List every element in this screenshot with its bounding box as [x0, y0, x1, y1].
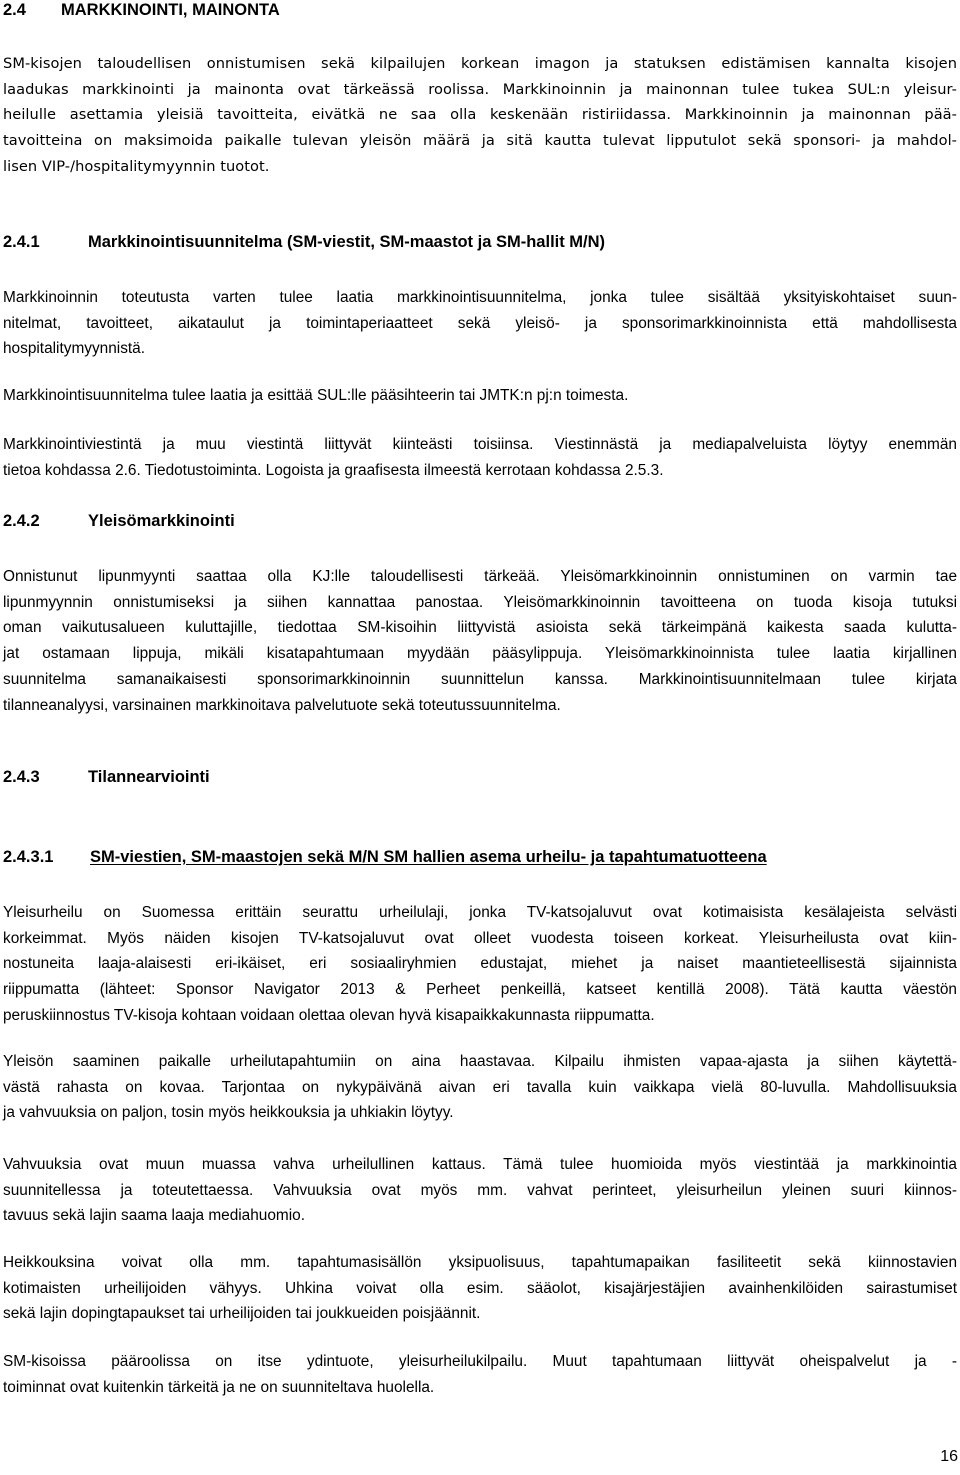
- section-heading-2-4-1: 2.4.1 Markkinointisuunnitelma (SM-viestit, SM-maastot ja SM-hallit M/N): [3, 233, 606, 251]
- paragraph-8: Vahvuuksia ovat muun muassa vahva urheilullinen kattaus. Tämä tulee huomioida myös viestintää ja markkinointia suunnitellessa ja toteutettaessa. Vahvuuksia ovat myös mm. vahvat perinteet, yleisurheilun yleinen suuri kiinnos- tavuus sekä lajin saama laaja mediahuomio.: [3, 1156, 957, 1225]
- paragraph-9: Heikkouksina voivat olla mm. tapahtumasisällön yksipuolisuus, tapahtumapaikan fasiliteetit sekä kiinnostavien kotimaisten urheilijoiden vähyys. Uhkina voivat olla esim. sääolot, kisajärjestäjien avainhenkilöiden sairastumiset sekä lajin dopingtapaukset tai urheilijoiden tai joukkueiden poisjäännit.: [3, 1254, 957, 1323]
- paragraph-2: Markkinoinnin toteutusta varten tulee laatia markkinointisuunnitelma, jonka tulee sisältää yksityiskohtaiset suun- nitelmat, tavoitteet, aikataulut ja toimintaperiaatteet sekä yleisö- ja sponsorimarkkinoinnista että mahdollisesta hospitalitymyynnistä.: [3, 289, 957, 358]
- paragraph-5: Onnistunut lipunmyynti saattaa olla KJ:lle taloudellisesti tärkeää. Yleisömarkkinoinnin onnistuminen on varmin tae lipunmyynnin onnistumiseksi ja siihen kannattaa panostaa. Yleisömarkkinoinnin tavoitteena on tuoda kisoja tutuksi oman vaikutusalueen kuluttajille, tiedottaa SM-kisoihin liittyvistä asioista sekä tärkeimpänä kaikesta saada kulutta- jat ostamaan lippuja, mikäli kisatapahtumaan myydään pääsylippuja. Yleisömarkkinoinnista tulee laatia kirjallinen suunnitelma samanaikaisesti sponsorimarkkinoinnin suunnittelun kanssa. Markkinointisuunnitelmaan tulee kirjata tilanneanalyysi, varsinainen markkinoitava palvelutuote sekä toteutussuunnitelma.: [3, 568, 957, 714]
- section-heading-2-4: 2.4 MARKKINOINTI, MAINONTA: [3, 1, 280, 19]
- section-heading-2-4-3: 2.4.3 Tilannearviointi: [3, 768, 210, 786]
- paragraph-1: SM-kisojen taloudellisen onnistumisen sekä kilpailujen korkean imagon ja statuksen edistämisen kannalta kisojen laadukas markkinointi ja mainonta ovat tärkeässä roolissa. Markkinoinnin ja mainonnan tulee tukea SUL:n yleisur- heilulle asettamia yleisiä tavoitteita, eivätkä ne saa olla keskenään ristiriidassa. Markkinoinnin ja mainonnan pää- tavoitteina on maksimoida paikalle tulevan yleisön määrä ja sitä kautta tulevat lipputulot sekä sponsori- ja mahdol- lisen VIP-/hospitalitymyynnin tuotot.: [3, 55, 957, 175]
- paragraph-3: Markkinointisuunnitelma tulee laatia ja esittää SUL:lle pääsihteerin tai JMTK:n pj:n toimesta.: [3, 387, 629, 404]
- section-heading-2-4-3-1: 2.4.3.1 SM-viestien, SM-maastojen sekä M/N SM hallien asema urheilu- ja tapahtumatuotteena: [3, 848, 767, 866]
- paragraph-10: SM-kisoissa pääroolissa on itse ydintuote, yleisurheilukilpailu. Muut tapahtumaan liittyvät oheispalvelut ja - toiminnat ovat kuitenkin tärkeitä ja ne on suunniteltava huolella.: [3, 1353, 957, 1396]
- paragraph-7: Yleisön saaminen paikalle urheilutapahtumiin on aina haastavaa. Kilpailu ihmisten vapaa-ajasta ja siihen käytettä- västä rahasta on kovaa. Tarjontaa on nykypäivänä aivan eri tavalla kuin vaikkapa vielä 80-luvulla. Mahdollisuuksia ja vahvuuksia on paljon, tosin myös heikkouksia ja uhkiakin löytyy.: [3, 1053, 957, 1122]
- section-heading-2-4-2: 2.4.2 Yleisömarkkinointi: [3, 512, 235, 530]
- paragraph-6: Yleisurheilu on Suomessa erittäin seurattu urheilulaji, jonka TV-katsojaluvut ovat kotimaisista kesälajeista selvästi korkeimmat. Myös näiden kisojen TV-katsojaluvut ovat olleet vuodesta toiseen korkeat. Yleisurheilusta ovat kiin- nostuneita laaja-alaisesti eri-ikäiset, eri sosiaaliryhmien edustajat, miehet ja naiset maantieteellisestä sijainnista riippumatta (lähteet: Sponsor Navigator 2013 & Perheet penkeillä, katseet kentillä 2008). Tätä kautta väestön peruskiinnostus TV-kisoja kohtaan voidaan olettaa olevan hyvä kisapaikkakunnasta riippumatta.: [3, 904, 957, 1024]
- paragraph-4: Markkinointiviestintä ja muu viestintä liittyvät kiinteästi toisiinsa. Viestinnästä ja mediapalveluista löytyy enemmän tietoa kohdassa 2.6. Tiedotustoiminta. Logoista ja graafisesta ilmeestä kerrotaan kohdassa 2.5.3.: [3, 436, 957, 479]
- page-number: 16: [940, 1448, 958, 1465]
